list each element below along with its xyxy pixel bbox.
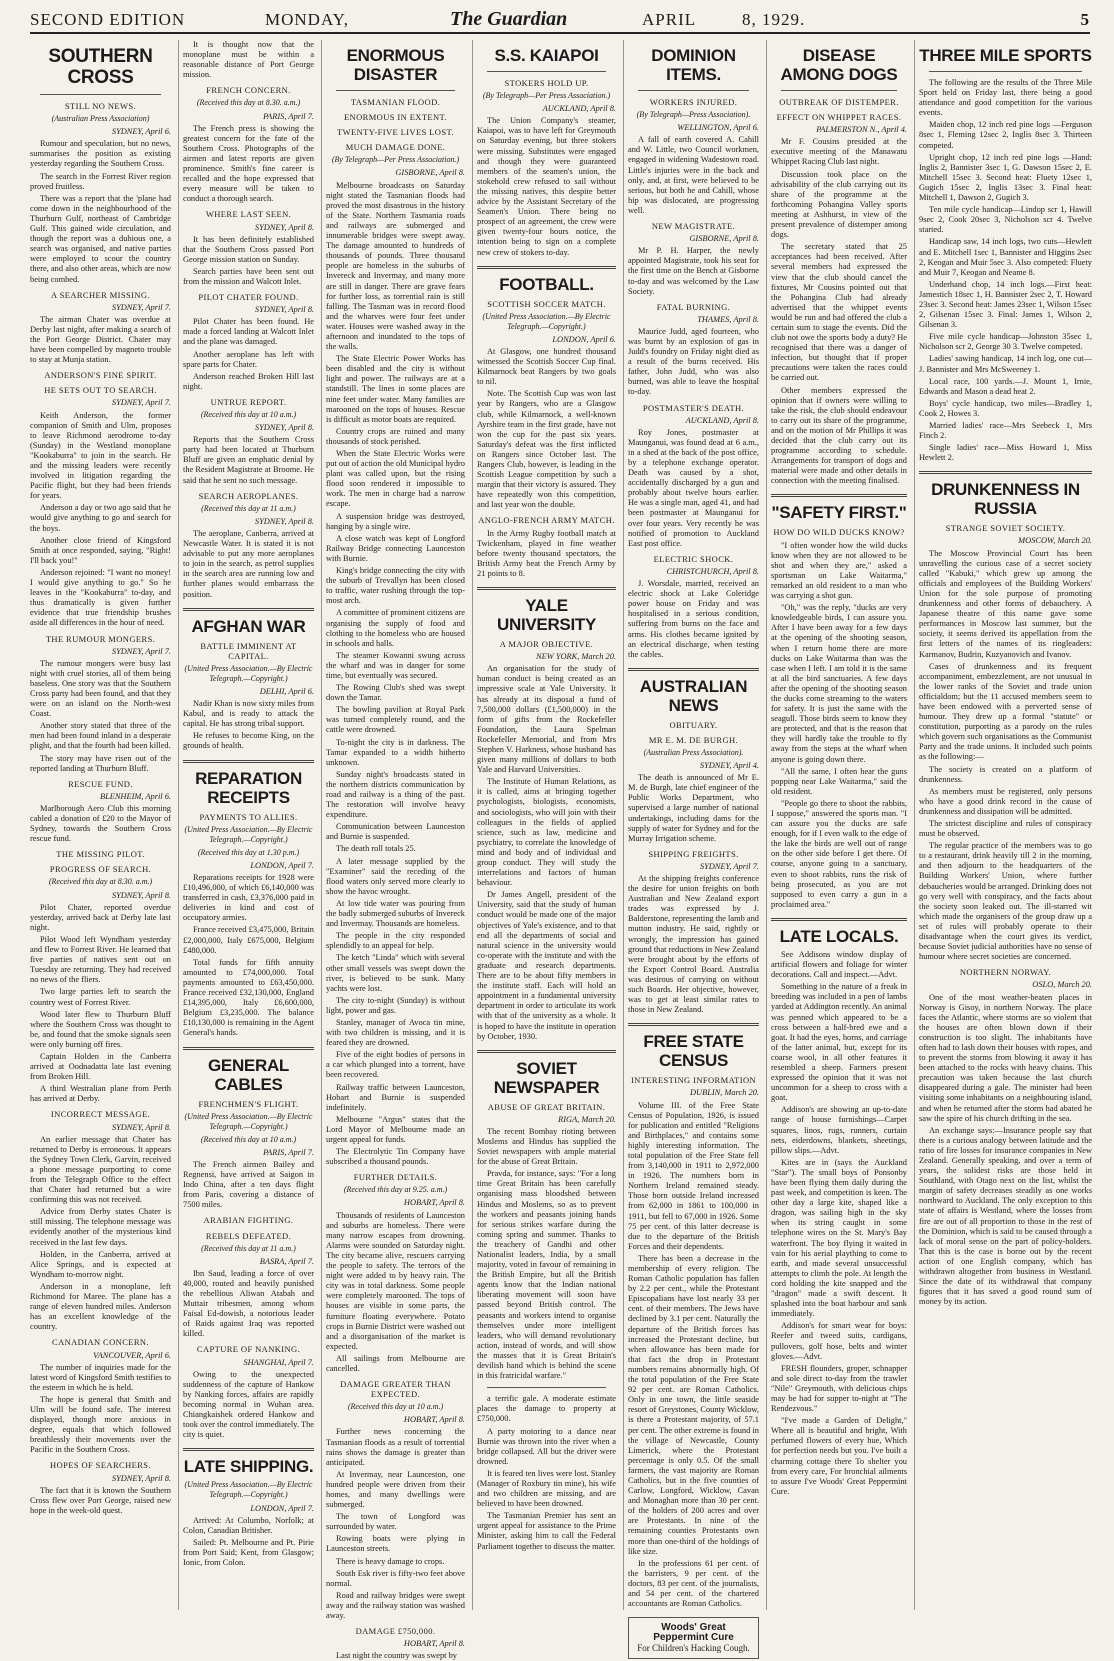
subhead: HOPES OF SEARCHERS. <box>50 1460 151 1471</box>
dateline: GISBORNE, April 8. <box>395 168 465 178</box>
paragraph: A suspension bridge was destroyed, hanging by a single wire. <box>326 511 465 531</box>
dateline: PALMERSTON N., April 4. <box>816 125 907 135</box>
dateline: SYDNEY, April 8. <box>111 1122 171 1132</box>
edition-label: SECOND EDITION <box>30 10 186 29</box>
paragraph: The French press is showing the greatest concern for the fate of the Southern Cross. Photographs of the airmen and latest reports are given prominence. Smith's fine career is recalled and the hope expressed that every measure will be taken to conduct a thorough search. <box>183 123 314 204</box>
paragraph: King's bridge connecting the city with the suburb of Trevallyn has been closed to traffic, water rushing through the top-most arch. <box>326 566 465 606</box>
subhead: WHERE LAST SEEN. <box>205 209 292 220</box>
paragraph: In the professions 61 per cent. of the barristers, 9 per cent. of the doctors, 83 per cent. of the journalists, and 54 per cent. of the chartered accountants are Roman Catholics. <box>628 1558 759 1609</box>
paragraph: Rumour and speculation, but no news, summarises the position as existing yesterday regarding the Southern Cross. <box>30 139 171 169</box>
dateline: SYDNEY, April 7. <box>111 302 171 312</box>
credit-line: (By Telegraph—Per Press Association.) <box>482 91 611 101</box>
paragraph: As members must be registered, only persons who have a good drink record in the cause of drunkenness and dissipation will be admitted. <box>919 786 1092 816</box>
paragraph: When the State Electric Works were put out of action the old Municipal hydro plant was called upon, but the rising flood soon rendered it impossible to work. The men in charge had a narrow escape. <box>326 449 465 509</box>
paragraph: Reports that the Southern Cross party had been located at Thurburn Bluff are given an emphatic denial by the Resident Magistrate at Broome. He said that he sent no such message. <box>183 435 314 485</box>
paragraph: The ketch "Linda" which with several other small vessels was swept down the river, is believed to be sunk. Many yachts were lost. <box>326 953 465 993</box>
divider <box>183 760 314 763</box>
paragraph: Stanley, manager of Avoca tin mine, with two children is missing, and it is feared they are drowned. <box>326 1017 465 1048</box>
divider <box>487 71 606 72</box>
paragraph: Wood later flew to Thurburn Bluff where the Southern Cross was thought to be, and found that the smoke signals seen were only burning off fires. <box>30 1009 171 1049</box>
paragraph: The death roll totals 25. <box>336 844 416 854</box>
month-label: APRIL <box>642 10 697 29</box>
paragraph: The steamer Kowanni swung across the wharf and was in danger for some time, but eventually was secured. <box>326 650 465 680</box>
divider <box>771 918 907 921</box>
paragraph: The search in the Forrest River region proved fruitless. <box>30 171 171 191</box>
subhead: HOW DO WILD DUCKS KNOW? <box>773 527 905 538</box>
divider <box>183 608 314 611</box>
dateline: SYDNEY, April 8. <box>254 423 314 433</box>
subhead: OBITUARY. <box>669 719 718 730</box>
paragraph: Single ladies' race—Miss Howard 1, Miss Hewlett 2. <box>919 443 1092 463</box>
paragraph: Thousands of residents of Launceston and suburbs are homeless. There were many narrow escapes from drowning. Alarms were sounded on Saturday night. The city became alive, rescuers carrying the people to safety. The terrors of the night were added to by heavy rain. The city was in total darkness. Some people were completely marooned. The tops of houses are visible in some parts, the furniture floating everywhere. Potato crops in Burnie District were washed out and a disorganisation of the market is expected. <box>326 1210 465 1351</box>
paragraph: The recent Bombay rioting between Moslems and Hindus has supplied the Soviet newspapers with ample material for the abuse of Great Britain. <box>477 1126 616 1167</box>
paragraph: Cases of drunkenness and its frequent accompaniment, embezzlement, are not unusual in the lower ranks of the Soviet and trade union officialdom; but the 11 accused members seem to have been endowed with a perverted sense of humour. They drew up a formal "statute" or constitution, purporting as a parody on the rules which govern such organisations as the Communist Party and the trade unions. It included such points as the following:— <box>919 661 1092 762</box>
paragraph: See Addisons window display of artificial flowers and foliage for winter decorations. Call and inspect.—Advt. <box>771 949 907 980</box>
dateline: BASRA, April 7. <box>259 1256 314 1266</box>
column-3 <box>321 40 469 1661</box>
paragraph: France received £3,475,000, Britain £2,000,000, Italy £675,000, Belgium £480,000. <box>183 925 314 955</box>
paragraph: Dr James Angell, president of the University, said that the study of human conduct would be made one of the major objectives of Yale's existence, and to that end all the departments of social and natural science in the university would co-operate with the institute and with the graduate and research departments. There are to be about fifty members in the institute staff. Each will hold an appointment in a fundamental university department in order to articulate its work with that of the university as a whole. It is hoped to have the institute in operation by October, 1930. <box>477 890 616 1041</box>
divider <box>183 1047 314 1050</box>
dateline: DELHI, April 6. <box>259 686 314 696</box>
headline: SOUTHERN CROSS <box>48 46 153 88</box>
dateline: SYDNEY, April 8. <box>254 305 314 315</box>
paragraph: Ten mile cycle handicap—Lindop scr 1, Hawill 9sec 2, Cook 20sec 3, Nicholson scr 4. Twelve started. <box>919 205 1092 235</box>
paragraph: A committee of prominent citizens are organising the supply of food and clothing to the homeless who are housed in schools and halls. <box>326 608 465 648</box>
paragraph: Addison's for smart wear for boys: Reefer and tweed suits, cardigans, pullovers, golf hose, belts and winter gloves.—Advt. <box>771 1321 907 1361</box>
received-line: (Received this day at 11 a.m.) <box>201 1243 296 1253</box>
dateline: AUCKLAND, April 8. <box>685 415 759 425</box>
subhead: STILL NO NEWS. <box>64 101 137 111</box>
subhead: ENORMOUS IN EXTENT. <box>343 112 448 123</box>
subhead: TWENTY-FIVE LIVES LOST. <box>337 127 454 138</box>
dateline: OSLO, March 20. <box>1032 980 1092 990</box>
paragraph: The bowling pavilion at Royal Park was turned completely round, and the cattle were drowned. <box>326 705 465 735</box>
dateline: SYDNEY, April 7. <box>699 861 759 871</box>
paragraph: Handicap saw, 14 inch logs, two cuts—Hewlett and E. Mitchell 1sec 1, Bannister and Higgins 2sec 2, Keogan and Muir 5sec 3. Also competed: Fluety and Muir 7, Keogan and Neame 8. <box>919 237 1092 277</box>
paragraph: A close watch was kept of Longford Railway Bridge connecting Launceston with Burnie. <box>326 533 465 563</box>
paragraph: Reparations receipts for 1928 were £10,496,000, of which £6,140,000 was transferred in cash, £3,376,000 paid in deliveries in kind and cost of occupatory armies. <box>183 873 314 923</box>
received-line: (Received this day at 8.30. a.m.) <box>196 98 301 108</box>
headline: FREE STATE CENSUS <box>643 1032 744 1071</box>
divider <box>929 71 1082 72</box>
paragraph: Road and railway bridges were swept away and the railway station was washed away. <box>326 1590 465 1621</box>
subhead: CAPTURE OF NANKING. <box>196 1344 301 1355</box>
headline: ENORMOUS DISASTER <box>346 46 445 84</box>
paragraph: Railway traffic between Launceston, Hobart and Burnie is suspended indefinitely. <box>326 1082 465 1112</box>
paragraph: At Invermay, near Launceston, one hundred people were driven from their homes, and many dwellings were submerged. <box>326 1469 465 1510</box>
subhead: ANDERSON'S FINE SPIRIT. <box>44 370 157 381</box>
dateline: SYDNEY, April 4. <box>699 761 759 771</box>
paragraph: The airman Chater was overdue at Derby last night, after making a search of the Port George District. Chater may have been compelled by magneto trouble to stay at Munja station. <box>30 314 171 365</box>
headline: SOVIET NEWSPAPER <box>493 1058 600 1097</box>
dateline: RIGA, March 20. <box>558 1114 616 1124</box>
column-4 <box>472 40 620 1610</box>
dateline: SYDNEY, April 8. <box>111 1473 171 1483</box>
subhead: MR E. M. DE BURGH. <box>648 734 739 745</box>
paragraph: Advice from Derby states Chater is still missing. The telephone message was evidently another of the mysterious kind received in the last few days. <box>30 1207 171 1247</box>
dateline: NEW YORK, March 20. <box>536 652 616 662</box>
divider <box>477 587 616 590</box>
paragraph: The fact that it is known the Southern Cross flew over Port George, raised new hope in the week-old quest. <box>30 1485 171 1515</box>
paragraph: One of the most weather-beaten places in Norway is Gisoy, in northern Norway. The place faces the Atlantic, where storms are so violent that the houses are often blown down if their construction is too slight. The inhabitants have often had to lash down their houses with ropes, and to prevent the storms from blowing it away it has been attached to the rocks with heavy chains. This precaution was taken because the last church disappeared during a gale. The minister had been visiting some inhabitants on a neighbouring island, and when he returned after the storm had abated he saw the spire of his church drifting in the sea. <box>919 992 1092 1123</box>
paragraph: The Tasmanian Premier has sent an urgent appeal for assistance to the Prime Minister, asking him to call the Federal Parliament together to discuss the matter. <box>477 1511 616 1551</box>
paragraph: Sunday night's broadcasts stated in the northern districts communication by road and railway is a thing of the past. The restoration will involve heavy expenditure. <box>326 769 465 820</box>
paragraph: The society is created on a platform of drunkenness. <box>919 764 1092 784</box>
divider <box>477 1050 616 1053</box>
subhead: INCORRECT MESSAGE. <box>50 1109 151 1120</box>
dateline: LONDON, April 6. <box>552 334 616 344</box>
paragraph: Volume III. of the Free State Census of Population, 1926, is issued for publication and entitled "Religions and Birthplaces," and contains some highly interesting information. The total population of the Free State fell from 3,140,000 in 1911 to 2,972,000 in 1926. The numbers born in Northern Ireland remained steady. Those born outside Ireland increased from 62,000 in 1861 to 100,000 in 1911, but fell to 67,000 in 1926. Some 75 per cent. of this latter decrease is due to the departure of the British Forces and their dependents. <box>628 1100 759 1251</box>
paragraph: Upright chop, 12 inch red pine logs —Hand: Inglis 2, Bannister 3sec 1, G. Dawson 15sec 2, E. Mitchell 15sec 3. Second heat: Fluety 12sec 1, Gugich 15sec 2, Inglis 13sec 3. Final heat: Mitchell 1, Dawson 2, Gugich 3. <box>919 152 1092 203</box>
subhead: SCOTTISH SOCCER MATCH. <box>487 298 606 309</box>
paragraph: He refuses to become King, on the grounds of health. <box>183 731 314 751</box>
credit-line: (United Press Association.—By Electric Telegraph.—Copyright.) <box>184 1111 313 1131</box>
column-6 <box>766 40 911 1610</box>
dateline: PARIS, April 7. <box>263 1147 314 1157</box>
subhead: PAYMENTS TO ALLIES. <box>199 811 298 822</box>
subhead: INTERESTING INFORMATION <box>630 1075 757 1086</box>
paragraph: Married ladies' race—Mrs Seebeck 1, Mrs Finch 2. <box>919 421 1092 441</box>
headline: DISEASE AMONG DOGS <box>780 46 898 84</box>
paragraph: Melbourne broadcasts on Saturday night stated the Tasmanian floods had proved the most disastrous in the history of the State. Northern Tasmania roads and railways are submerged and innumerable bridges were swept away. The damage amounted to hundreds of thousands of pounds. Three thousand people are homeless in the suburbs of Invereck and Invermay, and many more are still in danger. There are grave fears for further loss, as torrential rain is still falling. The Tasman was in record flood and the wharves were four feet under water. Houses were washed away in the afternoon and inundated to the tops of the walls. <box>326 180 465 352</box>
received-line: (Received this day at 10 a.m.) <box>200 410 297 419</box>
headline: REPARATION RECEIPTS <box>195 768 302 807</box>
paragraph: A party motoring to a dance near Burnie was thrown into the river when a bridge collapsed. All but the driver were drowned. <box>477 1426 616 1466</box>
paragraph: Melbourne "Argus" states that the Lord Mayor of Melbourne made an urgent appeal for funds. <box>326 1114 465 1144</box>
dateline: AUCKLAND, April 8. <box>542 104 616 114</box>
paragraph: The Institute of Human Relations, as it is called, aims at bringing together psychologists, biologists, economists, and sociologists, who will join with their colleagues in the fields of applied science, such as law, medicine and psychiatry, to correlate the knowledge of mind and body and of individual and group conduct. They will study the interrelations and factors of human behaviour. <box>477 777 616 888</box>
paragraph: Boys' cycle handicap, two miles—Bradley 1, Cook 2, Howes 3. <box>919 398 1092 418</box>
paragraph: All sailings from Melbourne are cancelled. <box>326 1353 465 1373</box>
paragraph: Total funds for fifth annuity amounted to £74,000,000. Total payments amounted to £63,450,000. France received £32,130,000, England £14,395,000, Italy £6,600,000, Belgium £3,235,000. The balance £10,130,000 is remaining in the Agent General's hands. <box>183 957 314 1038</box>
paragraph: Ladies' sawing handicap, 14 inch log, one cut—J. Bannister and Mrs McSweeney 1. <box>919 354 1092 374</box>
paragraph: "People go there to shoot the rabbits, I suppose," answered the sports man. "I can assure you the ducks are safe enough, for if I even walk to the edge of the lake the birds are well out of range on the other side before I get there. Of course, anyone going to a sanctuary, even to shoot rabbits, runs the risk of being prosecuted, as you are not supposed to even carry a gun in a proclaimed area." <box>771 798 907 909</box>
dateline: SYDNEY, April 8. <box>111 890 171 900</box>
paragraph: "I often wonder how the wild ducks know when they are not allowed to be shot and when they are," asked a sportsman on Lake Waitarma," remarked an old resident to a man who was carrying a shot gun. <box>771 540 907 601</box>
paragraph: It is thought now that the monoplane must be within a reasonable distance of Port George mission. <box>183 40 314 80</box>
subhead: WORKERS INJURED. <box>649 97 738 107</box>
headline: DOMINION ITEMS. <box>651 46 736 84</box>
paragraph: Owing to the unexpected suddenness of the capture of Hankow by Nanking forces, affairs are rapidly becoming normal in Wuhan area. Chiangkaishek ordered Hankow and took over the control immediately. The city is quiet. <box>183 1369 314 1440</box>
paragraph: Rowing boats were plying in Launceston streets. <box>326 1534 465 1554</box>
subhead: ABUSE OF GREAT BRITAIN. <box>487 1101 606 1112</box>
dateline: GISBORNE, April 8. <box>689 234 759 244</box>
paragraph: Mr P. H. Harper, the newly appointed Magistrate, took his seat for the first time on the Bench at Gisborne to-day and was welcomed by the Law Society. <box>628 246 759 296</box>
paragraph: Five of the eight bodies of persons in a car which plunged into a torrent, have been recovered. <box>326 1050 465 1080</box>
paragraph: The following are the results of the Three Mile Sport held on Friday last, there being a good attendance and good competition for the various events. <box>919 78 1092 118</box>
paragraph: A later message supplied by the "Examiner" said the receding of the flood waters only served more clearly to show the havoc wrought. <box>326 856 465 896</box>
paragraph: Something in the nature of a freak in breeding was included in a pen of lambs yarded at Addington recently. An animal was penned which appeared to be a cross between a half-bred ewe and a goat. It had the eyes, horns, and carriage of the latter animal, but, except for its coarse wool, in all other features it resembled a sheep. Farmers present expressed the opinion that it was not uncommon for a sheep to cross with a goat. <box>771 982 907 1103</box>
credit-line: (By Telegraph—Press Association). <box>636 110 751 120</box>
paragraph: A fall of earth covered A. Cahill and W. Little, two Council workmen, engaged in widening Wadestown road. Little's injuries were in the back and only, and, at first, were believed to be serious, but both he and Cahill, whose hip was dislocated, are progressing well. <box>628 135 759 215</box>
dateline: SYDNEY, April 6. <box>111 127 171 137</box>
paragraph: Maiden chop, 12 inch red pine logs —Ferguson 8sec 1, Fleming 12sec 2, Inglis 8sec 3. Thirteen competed. <box>919 120 1092 150</box>
paragraph: The strictest discipline and rules of conspiracy must be observed. <box>919 819 1092 839</box>
paragraph: The Union Company's steamer, Kaiapoi, was to have left for Greymouth on Saturday evening, but three stokers were missing. Substitutes were engaged and though they were guaranteed members of the seamen's union, the stokehold crew refused to sail without the missing natives, this despite better advice by the Assistant Secretary of the Seamen's Union. There being no prospect of an agreement, the crew were given twenty-four hours notice, the intention being to sign on a complete new crew of stokers to-day. <box>477 116 616 257</box>
subhead: A MAJOR OBJECTIVE. <box>499 639 594 650</box>
paragraph: Captain Holden in the Canberra arrived at Oodnadatta late last evening from Broken Hill. <box>30 1051 171 1082</box>
advertisement <box>628 1617 759 1659</box>
received-line: (Received this day at 9.25. a.m.) <box>343 1185 448 1195</box>
subhead: A SEARCHER MISSING. <box>51 289 150 300</box>
paragraph: "Oh," was the reply, "ducks are very knowledgeable birds, I can assure you. After I have been away for a few days at the opening of the shooting season, when I return home there are more ducks on Lake Waitarma than was the case when I left. I am told it is the same at all the bird sanctuaries. A few days after the opening of the shooting season the ducks come streaming to the waters for safety. It is just the same with the seagull. Those birds seem to know they are protected, and that is the reason that they will hardly take the trouble to fly away from the steps at the wharf when anyone is going down there. <box>771 603 907 764</box>
column-2 <box>178 40 318 1610</box>
divider <box>487 1387 606 1388</box>
subhead: POSTMASTER'S DEATH. <box>642 402 745 413</box>
credit-line: (Australian Press Association) <box>51 114 150 124</box>
paragraph: Local race, 100 yards.—J. Mount 1, Irnie, Edwards and Mason a dead heat 2. <box>919 376 1092 396</box>
headline: LATE SHIPPING. <box>183 1457 314 1477</box>
paragraph: In the Army Rugby football match at Twickenham, played in fine weather before twenty thousand spectators, the British Army beat the French Army by 21 points to 8. <box>477 528 616 578</box>
paragraph: J. Worsdale, married, received an electric shock at Lake Coleridge power house on Friday and was hospitalised in a serious condition, suffering from burns on the face and arms. His clothes became ignited by an electrical discharge, when testing the cables. <box>628 579 759 659</box>
subhead: SHIPPING FREIGHTS. <box>648 848 739 859</box>
ad-title: Woods' Great Peppermint Cure <box>653 1622 734 1644</box>
paragraph: Nadir Khan is now sixty miles from Kabul, and is ready to attack the capital. He has strong tribal support. <box>183 699 314 729</box>
paragraph: Last night the country was swept by <box>336 1651 457 1661</box>
dateline: SYDNEY, April 7. <box>111 646 171 656</box>
divider <box>336 90 455 91</box>
date-label: 8, 1929. <box>742 10 806 29</box>
paragraph: Country crops are ruined and many thousands of stock perished. <box>326 426 465 446</box>
headline: THREE MILE SPORTS <box>919 46 1092 65</box>
paragraph: Further news concerning the Tasmanian floods as a result of torrential rains shows the damage is greater than anticipated. <box>326 1427 465 1467</box>
credit-line: (United Press Association.—By Electric Telegraph.—Copyright.) <box>184 1480 313 1500</box>
received-line: (Received this day at 1.30 p.m.) <box>197 847 300 857</box>
paragraph: "All the same, I often hear the guns popping near Lake Waitarma," said the old resident. <box>771 766 907 796</box>
paragraph: At the shipping freights conference the desire for union freights on both Australian and New Zealand export trades was expressed by J. Balderstone, representing the lamb and mutton industry. He said, rightly or wrongly, the impression has gained ground that reductions in New Zealand were brought about by the efforts of the Export Control Board. Australia was desirous of carrying on without such Boards. Her objective, however, was to get at least similar rates to those in New Zealand. <box>628 874 759 1015</box>
paragraph: The city to-night (Sunday) is without light, power and gas. <box>326 995 465 1015</box>
received-line: (Received this day at 10 a.m.) <box>347 1402 444 1412</box>
subhead: UNTRUE REPORT. <box>210 396 287 407</box>
paragraph: The Rowing Club's shed was swept down the Tamar. <box>326 683 465 703</box>
divider <box>771 494 907 497</box>
paragraph: FRESH flounders, groper, schnapper and sole direct to-day from the trawler "Nile" Greymouth, with delicious chips may be had for supper to-night at "The Rendezvous." <box>771 1363 907 1414</box>
subhead: CANADIAN CONCERN. <box>52 1337 149 1348</box>
dateline: BLENHEIM, April 6. <box>99 791 171 801</box>
dateline: CHRISTCHURCH, April 8. <box>666 566 759 576</box>
headline: LATE LOCALS. <box>779 926 899 946</box>
page-number: 5 <box>1080 10 1090 29</box>
newspaper-title: The Guardian <box>450 8 568 30</box>
divider <box>40 94 161 95</box>
paragraph: Pilot Chater, reported overdue yesterday, arrived back at Derby late last night. <box>30 902 171 932</box>
divider <box>919 471 1092 474</box>
paragraph: Another aeroplane has left with spare parts for Chater. <box>183 349 314 369</box>
paragraph: An organisation for the study of human conduct is being created as an impressive scale at Yale University. It has already at its disposal a fund of 7,500,000 dollars (£1,500,000) in the form of gifts from the Rockefeller Foundation, the Laura Spelman Rockefeller Memorial, and from Mrs Stephen V. Harkness, whose husband has given many millions of dollars to both Yale and Harvard Universities. <box>477 664 616 775</box>
subhead: FRENCH CONCERN. <box>206 85 291 96</box>
paragraph: The State Electric Power Works has been disabled and the city is without light and power. The railways are at a standstill. The lines in some places are nine feet under water. Many families are marooned on the tops of houses. Rescue is difficult as motor boats are required. <box>326 354 465 424</box>
subhead: ARABIAN FIGHTING. <box>203 1215 294 1226</box>
paragraph: At Glasgow, one hundred thousand witnessed the Scottish Soccer Cup final. Kilmarnock beat Rangers by two goals to nil. <box>477 346 616 387</box>
divider <box>638 90 749 91</box>
subhead: MUCH DAMAGE DONE. <box>345 142 446 153</box>
paragraph: Mr F. Cousins presided at the executive meeting of the Manawatu Whippet Racing Club last night. <box>771 137 907 167</box>
credit-line: (United Press Association.—By Electric Telegraph.—Copyright.) <box>184 824 313 844</box>
paragraph: It has been definitely established that the Southern Cross passed Port George mission station on Sunday. <box>183 234 314 264</box>
headline: AFGHAN WAR <box>191 616 306 636</box>
subhead: REBELS DEFEATED. <box>205 1230 292 1241</box>
subhead: TASMANIAN FLOOD. <box>350 97 441 107</box>
subhead: PROGRESS OF SEARCH. <box>49 864 152 875</box>
paragraph: To-night the city is in darkness. The Tamar expanded to a width hitherto unknown. <box>326 737 465 767</box>
credit-line: (United Press Association.—By Electric Telegraph.—Copyright.) <box>482 311 611 331</box>
paragraph: Maurice Judd, aged fourteen, who was burnt by an explosion of gas in Judd's foundry on Friday night died as a result of the burns received. His father, John Judd, who was also burned, was able to leave the hospital to-day. <box>628 326 759 397</box>
dateline: HOBART, April 8. <box>403 1198 465 1208</box>
dateline: SYDNEY, April 7. <box>111 398 171 408</box>
paragraph: An exchange says:—Insurance people say that there is a curious analogy between latitude and the ratio of fire losses for insurance companies in New Zealand. Generally speaking, and over a term of years, the solidest risks are those held in Southland, with Otago next on the list, whilst the margin of safety decreases steadily as one works northward to Auckland. The only exception to this state of affairs is Westland, where the losses from fire are out of all proportion to those in the rest of the Dominion, which is said to be caused through a lack of moral sense on the part of policy-holders. That this is the case is borne out by the recent action of one English company, which has withdrawn altogether from business in Westland. Since the date of its withdrawal that company figures that it has saved a good round sum of money by its action. <box>919 1125 1092 1307</box>
headline: AUSTRALIAN NEWS <box>639 676 748 715</box>
paragraph: Anderson a day or two ago said that he would give anything to go and search for the boys. <box>30 503 171 533</box>
paragraph: Pilot Chater has been found. He made a forced landing at Walcott Inlet and the plane was damaged. <box>183 317 314 347</box>
paragraph: A third Westralian plane from Perth has arrived at Derby. <box>30 1084 171 1104</box>
paragraph: At low tide water was pouring from the badly submerged suburbs of Invereck and Invermay. Thousands are homeless. <box>326 898 465 929</box>
paragraph: The town of Longford was surrounded by water. <box>326 1512 465 1532</box>
dateline: LONDON, April 7. <box>250 1503 314 1513</box>
paragraph: The story may have risen out of the reported landing at Thurburn Bluff. <box>30 753 171 773</box>
paragraph: There has been a decrease in the membership of every religion. The Roman Catholic population has fallen by 2.2 per cent., while the Protestant Episcopalians have lost nearly 33 per cent. of their members. The Jews have declined by 3.1 per cent. Naturally the departure of the British forces has increased the Protestant decline, but when allowance has been made for that fact the drop in Protestant numbers remains abnormally high. Of the total population of the Free State 92 per cent. are Roman Catholics. Only in one town, the little seaside resort of Greystones, County Wicklow, is there a Protestant majority, of 57.1 per cent. The other extreme is found in the village of Newcastle, County Limerick, where the Protestant percentage is only 0.5. Of the small farmers, the vast majority are Roman Catholics, but in the five counties of Carlow, Longford, Wicklow, Cavan and Monaghan more than 30 per cent. of the holders of 200 acres and over are Protestants. In nine of the remaining counties Protestants own more than one-third of the holdings of like size. <box>628 1253 759 1556</box>
paragraph: a terrific gale. A moderate estimate places the damage to property at £750,000. <box>477 1394 616 1424</box>
subhead: FATAL BURNING. <box>656 301 731 312</box>
paragraph: The number of inquiries made for the latest word of Kingsford Smith testifies to the esteem in which he is held. <box>30 1362 171 1392</box>
subhead: ELECTRIC SHOCK. <box>653 553 734 564</box>
paragraph: The death is announced of Mr E. M. de Burgh, late chief engineer of the Public Works Department, who supervised a large number of national undertakings, including dams for the supply of water for Sydney and for the Murray Irrigation scheme. <box>628 773 759 843</box>
paragraph: It is feared ten lives were lost. Stanley (Manager of Roxbury tin mine), his wife and two children are missing, and are believed to have been drowned. <box>477 1468 616 1509</box>
paragraph: Roy Jones, postmaster at Maunganui, was found dead at 6 a.m., in a shed at the back of the post office, by a telephone exchange operator. Death was caused by a shot, accidentally discharged by a gun and probably about twelve hours earlier. He was a single man, aged 41, and had been postmaster at Maunganui for over four years. Very recently he was notified of promotion to Auckland East post office. <box>628 427 759 548</box>
paragraph: Underhand chop, 14 inch logs.—First heat: Jamestich 18sec 1, H. Bannister 2sec 2, T. Howard 23sec 3. Second heat: James 23sec 1, Wilson 15sec 2, Gilsenan 15sec 3. Final: James 1, Wilson 2, Gilsenan 3. <box>919 279 1092 330</box>
subhead: SEARCH AEROPLANES. <box>198 490 299 501</box>
headline: GENERAL CABLES <box>207 1055 290 1094</box>
subhead: FURTHER DETAILS. <box>353 1172 438 1183</box>
paragraph: Discussion took place on the advisability of the club carrying out its share of the programme at the forthcoming Pohangina Valley sports meeting at Ashhurst, in view of the present prevalence of distemper among dogs. <box>771 169 907 240</box>
paragraph: Anderson rejoined: "I want no money! I would give anything to go." So he leaves in the "Kookaburra" to-day, and thus dramatically is given further evidence that true friendship brushes aside all differences in the hour of need. <box>30 567 171 628</box>
subhead: FRENCHMEN'S FLIGHT. <box>198 1098 299 1109</box>
divider <box>477 266 616 269</box>
subhead: THE RUMOUR MONGERS. <box>45 633 156 644</box>
dateline: PARIS, April 7. <box>263 111 314 121</box>
paragraph: Pravda, for instance, says: "For a long time Great Britain has been carefully organising mass bloodshed between Hindus and Moslems, so as to prevent the workers and peasants joining hands for serious strikes warfare during the coming spring and summer. Thanks to the treachery of Gandhi and other Nationalist leaders, India, by a small majority, voted in favour of remaining in the British Empire, but all the British agents know that the Indian national liberating movement will soon have passed beyond British control. The peasants and workers intend to organise themselves under more intelligent leaders, who will demand revolutionary action, instead of words, and will show the masses that it is Great Britain's devilish hand which is behind the scene in this fratricidal warfare." <box>477 1169 616 1381</box>
paragraph: Five mile cycle handicap—Johnston 35sec 1, Nicholson scr 2, George 30 3. Twelve competed. <box>919 332 1092 352</box>
credit-line: (United Press Association.—By Electric Telegraph.—Copyright.) <box>184 663 313 683</box>
paragraph: The Moscow Provincial Court has been unravelling the curious case of a secret society called "Kabuki," which grew up among the officials and employees of the Building Workers' Union for the sole purpose of promoting drunkenness and other forms of debauchery. A Japanese theatre of this name gave some performances in Moscow last summer, but the society, it seems derived its appellation from the first letters of the names of its ringleaders: Karmanov, Budrin, Kuzyanovich and Ivanov. <box>919 548 1092 659</box>
paragraph: Arrived: At Columbo, Norfolk; at Colon, Canadian Britisher. <box>183 1515 314 1535</box>
paragraph: Two large parties left to search the country west of Forrest River. <box>30 987 171 1007</box>
paragraph: Another close friend of Kingsford Smith at once responded, saying, "Right! I'll back you!" <box>30 535 171 565</box>
paragraph: Search parties have been sent out from the mission and Walcott Inlet. <box>183 266 314 286</box>
paragraph: The Electrolytic Tin Company have subscribed a thousand pounds. <box>326 1147 465 1167</box>
subhead: ANGLO-FRENCH ARMY MATCH. <box>478 515 615 526</box>
day-label: MONDAY, <box>265 10 349 29</box>
paragraph: The secretary stated that 25 acceptances had been received. After several members had expressed the view that the club should cancel the fixtures, Mr Cousins pointed out that the Pohangina Club had already advertised that the whippet events would be run and had offered the club a certain sum to stage the events. Did the club not owe the sports body a duty? He recognised that there was a danger of infection, but thought that if proper precautions were taken the races could be carried out. <box>771 242 907 383</box>
paragraph: Note. The Scottish Cup was won last year by Rangers, who are a Glasgow club, while Kilmarnock, a well-known Ayrshire team in the first grade, have not won the cup for the past six years. Saturday's defeat was the first inflicted on Rangers since October last. The Rangers Club, however, is leading in the Scottish League competition by such a margin that their victory is assured. They have repeatedly won this competition, and last year won the double. <box>477 389 616 510</box>
paragraph: There was a report that the 'plane had come down in the neighbourhood of the Thurburn Gulf, northeast of Cambridge Gulf. This gained wide circulation, and though the report was a dubious one, a search was organised, and native parties were employed to scour the country there, and also other areas, which are now being combed. <box>30 193 171 284</box>
subhead: THE MISSING PILOT. <box>56 849 145 860</box>
dateline: MOSCOW, March 20. <box>1018 536 1092 546</box>
headline: YALE UNIVERSITY <box>496 596 597 635</box>
paragraph: Addison's are showing an up-to-date range of house furnishings—Carpet squares, linos, rugs, runners, curtain nets, eiderdowns, blankets, sheetings, pillow slips.—Advt. <box>771 1105 907 1155</box>
paragraph: Holden, in the Canberra, arrived at Alice Springs, and is expected at Wyndham to-morrow night. <box>30 1249 171 1279</box>
headline: S.S. KAIAPOI <box>494 46 599 65</box>
dateline: VANCOUVER, April 6. <box>93 1350 171 1360</box>
received-line: (Received this day at 10 a.m.) <box>200 1134 297 1144</box>
dateline: THAMES, April 8. <box>697 314 759 324</box>
paragraph: The French airmen Bailey and Regnensi, have arrived at Saigon in Indo China, after a ten days flight from Paris, covering a distance of 7500 miles. <box>183 1159 314 1210</box>
paragraph: Communication between Launceston and Burnie is suspended. <box>326 822 465 842</box>
paragraph: The people in the city responded splendidly to an appeal for help. <box>326 931 465 951</box>
dateline: SHANGHAI, April 7. <box>243 1357 314 1367</box>
paragraph: Anderson reached Broken Hill last night. <box>183 371 314 391</box>
paragraph: An earlier message that Chater has returned to Derby is erroneous. It appears the Sydney Town Clerk, Garvin, received a phone message purporting to come from the Telegraph Office to the effect that Chater had returned but a wire confirming this was not received. <box>30 1134 171 1205</box>
divider <box>781 90 897 91</box>
subhead: HE SETS OUT TO SEARCH. <box>44 385 157 396</box>
paragraph: There is heavy damage to crops. <box>336 1556 445 1566</box>
paragraph: Another story stated that three of the men had been found inland in a desperate plight, and that the fourth had been killed. <box>30 721 171 751</box>
headline: FOOTBALL. <box>499 274 594 294</box>
divider <box>183 1448 314 1451</box>
credit-line: (Australian Press Association). <box>643 747 744 757</box>
received-line: (Received this day at 8.30. a.m.) <box>48 877 153 887</box>
subhead: STOKERS HOLD UP. <box>504 78 589 88</box>
subhead: NORTHERN NORWAY. <box>959 967 1052 978</box>
paragraph: Kites are in (says the Auckland "Star"). The small boys of Ponsonby have been flying them daily during the past week, and competition is keen. The other day a large kite, shaped like a dragon, was sailing high in the sky when its string caught in some telephone wires on the St. Mary's Bay waterfront. The boy flying it waited in vain for his aerial plaything to come to earth, and made several unsuccessful attempts to climb the pole. At length the cord holding the kite snapped and the "dragon" made a swift descent. It splashed into the boat harbour and sank immediately. <box>771 1157 907 1319</box>
subhead: DAMAGE GREATER THAN EXPECTED. <box>340 1379 451 1400</box>
paragraph: Marlborough Aero Club this morning cabled a donation of £20 to the Mayor of Sydney, towards the Southern Cross rescue fund. <box>30 803 171 844</box>
subhead: EFFECT ON WHIPPET RACES. <box>776 112 902 123</box>
column-5 <box>623 40 763 1654</box>
masthead <box>30 10 1090 34</box>
subhead: RESCUE FUND. <box>68 778 133 789</box>
divider <box>628 668 759 671</box>
subhead: OUTBREAK OF DISTEMPER. <box>779 97 899 107</box>
subhead: DAMAGE £750,000. <box>355 1626 436 1637</box>
paragraph: Sailed: Pt. Melbourne and Pt. Pirie from Port Said; Kent, from Glasgow; Ionic, from Colon. <box>183 1537 314 1567</box>
ad-tagline: For Children's Hacking Cough. <box>637 1643 750 1654</box>
headline: "SAFETY FIRST." <box>771 503 907 523</box>
subhead: NEW MAGISTRATE. <box>651 221 736 232</box>
paragraph: South Esk river is fifty-two feet above normal. <box>326 1568 465 1588</box>
paragraph: The rumour mongers were busy last night with cruel stories, all of them being baseless. One story was that the Southern Cross party had been found, and that they were on an island on the North-west Coast. <box>30 658 171 719</box>
column-1 <box>30 40 175 1610</box>
dateline: HOBART, April 8. <box>403 1639 465 1649</box>
credit-line: (By Telegraph—Per Press Association.) <box>331 155 460 165</box>
paragraph: The regular practice of the members was to go to a restaurant, drink heavily till 2 in the morning, and then adjourn to the headquarters of the Building Workers' Union, where further debaucheries would be arranged. Drinking does not go very well with conspiracy, and the facts about the society soon leaked out. The ill-starred wit which made the organisers of the group draw up a set of rules will probably operate to their disadvantage when the court gives its verdict, because Soviet judicial authorities have no sense of humour where secret societies are concerned. <box>919 841 1092 962</box>
dateline: SYDNEY, April 8. <box>254 516 314 526</box>
paragraph: Pilot Wood left Wyndham yesterday and flew to Forrest River. He learned that five parties of natives sent out on Tuesday are returning. They had received no news of the fliers. <box>30 934 171 985</box>
paragraph: "I've made a Garden of Delight," Where all is beautiful and bright, With perfumed flowers of every hue, Which for perfection needs but you. I've built a charming cottage there To shelter you from every care, For bronchial ailments to assure I've Woods' Great Peppermint Cure. <box>771 1416 907 1496</box>
subhead: STRANGE SOVIET SOCIETY. <box>945 523 1066 534</box>
headline: DRUNKENNESS IN RUSSIA <box>931 480 1080 519</box>
dateline: SYDNEY, April 8. <box>254 222 314 232</box>
paragraph: Ibn Saud, leading a force of over 40,000, routed and heavily punished the rebellious Aliwan Atabah and Muttair tribesmen, among whom Faisal Ed-dowish, a notorious leader of Raids against Iraq was reported killed. <box>183 1268 314 1339</box>
column-7 <box>914 40 1092 1610</box>
dateline: WELLINGTON, April 6. <box>677 123 759 133</box>
subhead: BATTLE IMMINENT AT CAPITAL. <box>200 640 297 661</box>
received-line: (Received this day at 11 a.m.) <box>201 503 296 513</box>
dateline: DUBLIN, March 20. <box>689 1088 759 1098</box>
paragraph: Other members expressed the opinion that if owners were willing to take the risk, the club should endeavour to carry out its share of the programme, and on the motion of Mr Phillips it was decided that the club carry out its programme according to schedule. Arrangements for transport of dogs and material were made and other details in connection with the meeting finalised. <box>771 385 907 486</box>
paragraph: Anderson in a monoplane, left Richmond for Maree. The plane has a range of eleven hundred miles. Anderson has an excellent knowledge of the country. <box>30 1281 171 1332</box>
dateline: HOBART, April 8. <box>403 1415 465 1425</box>
paragraph: Keith Anderson, the former companion of Smith and Ulm, proposes to leave Richmond aerodrome to-day (Sunday) in the Westland monoplane "Kookaburra" to join in the search. He and the missing leaders were recently involved in litigation regarding the Pacific flight, but they had been friends for years. <box>30 410 171 501</box>
dateline: LONDON, April 7. <box>250 860 314 870</box>
divider <box>628 1023 759 1026</box>
paragraph: The aeroplane, Canberra, arrived at Newcastle Water. It is stated it is not advisable to put any more aeroplanes to join in the search, as petrol supplies in the search area are running low and further planes would embarrass the position. <box>183 528 314 599</box>
paragraph: The hope is general that Smith and Ulm will be found safe. The interest displayed, though more anxious in degree, equals that which followed breathlessly their movements over the Pacific in the Southern Cross. <box>30 1394 171 1455</box>
subhead: PILOT CHATER FOUND. <box>198 292 299 303</box>
